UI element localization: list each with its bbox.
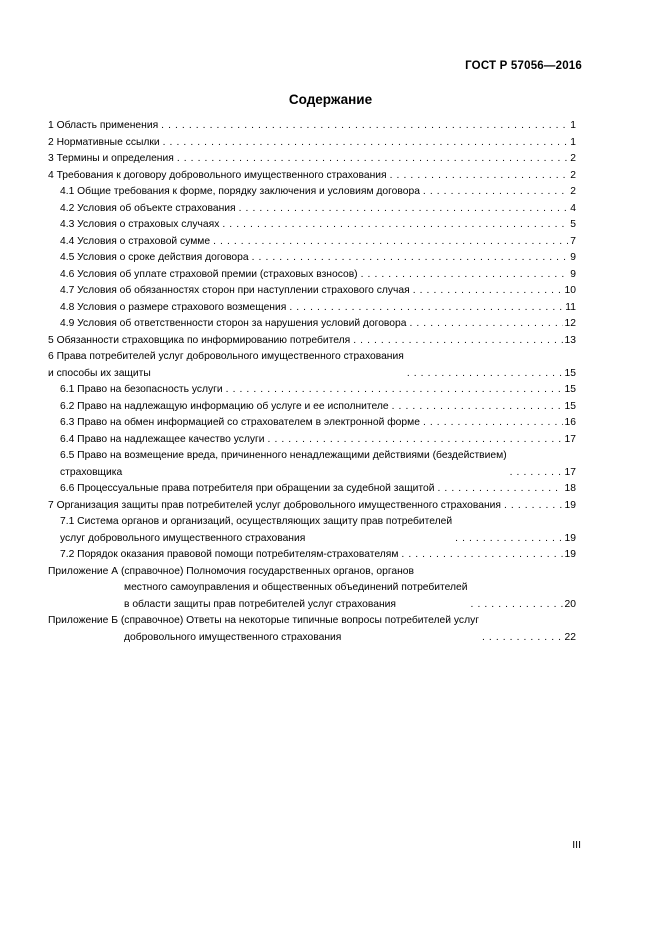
dot-leader [504, 498, 563, 515]
page-number: III [572, 839, 581, 851]
toc-entry-page: 15 [564, 384, 576, 395]
dot-leader [471, 597, 563, 614]
dot-leader [423, 184, 568, 201]
dot-leader [482, 630, 563, 647]
toc-entry-page: 17 [564, 466, 576, 478]
toc-entry-title: 6.5 Право на возмещение вреда, причиненного ненадлежащими действиями (бездействием) страховщика [60, 450, 507, 478]
dot-leader [252, 250, 569, 267]
toc-entry-page: 20 [564, 598, 576, 610]
toc-entry-title: 6.3 Право на обмен информацией со страхователем в электронной форме [60, 417, 420, 428]
dot-leader [409, 316, 562, 333]
toc-entry[interactable] [48, 234, 576, 251]
dot-leader [222, 217, 568, 234]
toc-entry[interactable] [48, 481, 576, 498]
toc-entry-page: 22 [564, 631, 576, 643]
toc-entry[interactable] [48, 564, 576, 614]
toc-entry[interactable] [48, 283, 576, 300]
toc-entry-title: 6 Права потребителей услуг добровольного имущественного страхования и способы их защиты [48, 351, 404, 379]
toc-entry[interactable] [48, 151, 576, 168]
table-of-contents [48, 118, 576, 646]
toc-entry-title: 4 Требования к договору добровольного имущественного страхования [48, 169, 387, 181]
toc-entry-page: 2 [570, 153, 576, 164]
toc-entry-page: 11 [565, 301, 576, 313]
dot-leader [361, 267, 569, 284]
toc-entry-title: 4.9 Условия об ответственности сторон за нарушения условий договора [60, 318, 407, 329]
toc-entry-page: 16 [564, 417, 576, 428]
dot-leader [407, 366, 563, 383]
toc-entry-title: Приложение А (справочное) Полномочия государственных органов, органов местного самоуправления и общественных объединений потребителей в области защиты прав потребителей услуг страхования [48, 565, 468, 610]
toc-entry-page: 5 [570, 219, 576, 230]
toc-entry[interactable] [48, 267, 576, 284]
dot-leader [413, 283, 563, 300]
toc-entry-title: 7.1 Система органов и организаций, осуществляющих защиту прав потребителей услуг добровольного имущественного страхования [60, 516, 453, 544]
dot-leader [163, 135, 569, 152]
toc-entry[interactable] [48, 184, 576, 201]
toc-entry-page: 4 [570, 202, 576, 214]
toc-entry-title: 4.6 Условия об уплате страховой премии (страховых взносов) [60, 268, 358, 280]
toc-entry[interactable] [48, 316, 576, 333]
toc-entry[interactable] [48, 613, 576, 646]
toc-entry-title: 6.2 Право на надлежащую информацию об услуге и ее исполнителе [60, 400, 389, 412]
toc-entry-title: 4.1 Общие требования к форме, порядку заключения и условиям договора [60, 186, 420, 197]
toc-entry-page: 10 [564, 285, 576, 296]
toc-entry[interactable] [48, 168, 576, 185]
toc-entry-title: 4.8 Условия о размере страхового возмещения [60, 301, 287, 313]
dot-leader [177, 151, 568, 168]
toc-entry[interactable] [48, 135, 576, 152]
toc-entry-page: 17 [564, 433, 576, 445]
toc-entry-page: 19 [564, 532, 576, 544]
dot-leader [438, 481, 563, 498]
dot-leader [392, 399, 563, 416]
dot-leader [289, 300, 563, 317]
toc-entry[interactable] [48, 300, 576, 317]
toc-entry-title: 4.4 Условия о страховой сумме [60, 235, 211, 247]
toc-entry-title: 6.1 Право на безопасность услуги [60, 384, 223, 395]
toc-entry[interactable] [48, 547, 576, 564]
toc-entry-page: 2 [570, 186, 576, 197]
toc-entry[interactable] [48, 217, 576, 234]
dot-leader [353, 333, 562, 350]
toc-entry-page: 9 [570, 252, 576, 263]
toc-entry-title: Приложение Б (справочное) Ответы на некоторые типичные вопросы потребителей услуг добровольного имущественного страхования [48, 615, 479, 643]
toc-entry-page: 15 [564, 400, 576, 412]
dot-leader [390, 168, 569, 185]
toc-entry-page: 13 [564, 334, 576, 346]
dot-leader [510, 465, 563, 482]
dot-leader [268, 432, 563, 449]
toc-entry-page: 19 [564, 549, 576, 560]
dot-leader [226, 382, 563, 399]
toc-entry-title: 1 Область применения [48, 120, 159, 131]
dot-leader [161, 118, 568, 135]
toc-entry-title: 4.2 Условия об объекте страхования [60, 202, 236, 214]
dot-leader [239, 201, 569, 218]
toc-entry-page: 12 [564, 318, 576, 329]
toc-entry-title: 7 Организация защиты прав потребителей услуг добровольного имущественного страхования [48, 499, 501, 511]
toc-entry[interactable] [48, 498, 576, 515]
toc-entry-page: 1 [570, 120, 576, 131]
dot-leader [401, 547, 562, 564]
toc-entry-page: 15 [564, 367, 576, 379]
toc-entry[interactable] [48, 201, 576, 218]
toc-entry[interactable] [48, 118, 576, 135]
toc-entry[interactable] [48, 448, 576, 481]
toc-entry-title: 7.2 Порядок оказания правовой помощи потребителям-страхователям [60, 549, 399, 560]
toc-entry-page: 18 [564, 483, 576, 494]
toc-entry-page: 1 [570, 136, 576, 148]
toc-entry-page: 7 [570, 235, 576, 247]
toc-entry[interactable] [48, 415, 576, 432]
toc-entry-title: 3 Термины и определения [48, 153, 174, 164]
toc-entry[interactable] [48, 382, 576, 399]
toc-entry[interactable] [48, 349, 576, 382]
toc-entry[interactable] [48, 399, 576, 416]
toc-entry[interactable] [48, 432, 576, 449]
toc-entry-page: 19 [564, 499, 576, 511]
toc-entry-title: 4.7 Условия об обязанностях сторон при наступлении страхового случая [60, 285, 410, 296]
toc-entry-page: 9 [570, 268, 576, 280]
toc-entry-page: 2 [570, 169, 576, 181]
document-code: ГОСТ Р 57056—2016 [465, 60, 582, 72]
toc-entry-title: 4.5 Условия о сроке действия договора [60, 252, 249, 263]
toc-entry[interactable] [48, 333, 576, 350]
dot-leader [455, 531, 562, 548]
toc-entry-title: 4.3 Условия о страховых случаях [60, 219, 220, 230]
toc-entry-title: 2 Нормативные ссылки [48, 136, 160, 148]
toc-entry-title: 5 Обязанности страховщика по информированию потребителя [48, 334, 351, 346]
page-title: Содержание [288, 92, 373, 107]
toc-entry[interactable] [48, 514, 576, 547]
dot-leader [213, 234, 568, 251]
toc-entry-title: 6.6 Процессуальные права потребителя при обращении за судебной защитой [60, 483, 435, 494]
toc-entry[interactable] [48, 250, 576, 267]
dot-leader [423, 415, 563, 432]
toc-entry-title: 6.4 Право на надлежащее качество услуги [60, 433, 265, 445]
